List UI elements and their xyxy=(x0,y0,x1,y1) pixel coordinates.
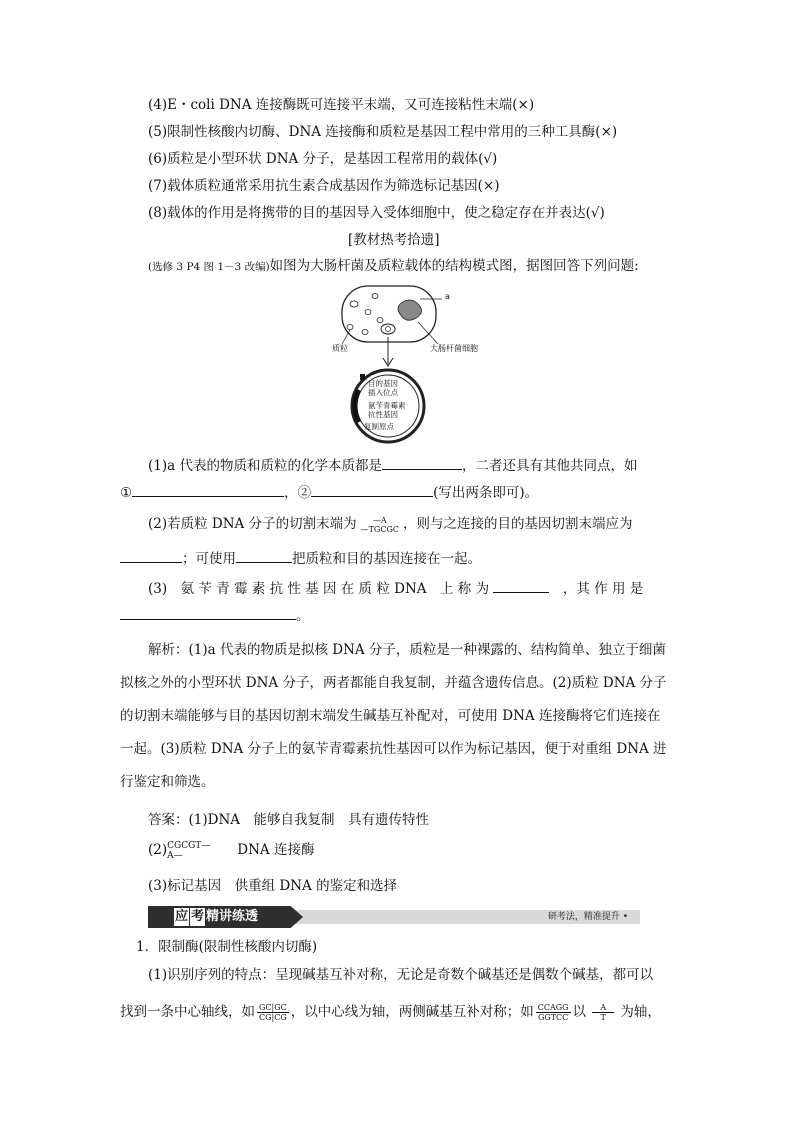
section-1-para-1: (1)识别序列的特点：呈现碱基互补对称，无论是奇数个碱基还是偶数个碱基，都可以 xyxy=(148,967,654,983)
q1-blank-3[interactable] xyxy=(311,482,433,497)
s1-seq-2 xyxy=(536,1003,571,1022)
figure-ecoli-plasmid xyxy=(320,282,520,452)
s1-text-c: 以 xyxy=(572,1004,587,1020)
ring-label-origin: 复制原点 xyxy=(364,422,394,431)
intro-source: (选修 3 P4 图 1－3 改编) xyxy=(148,261,270,273)
q1-circle-1: ① xyxy=(120,485,133,501)
banner-title xyxy=(174,908,258,926)
section-banner xyxy=(148,906,640,928)
ring-label-line: 插入位点 xyxy=(368,388,398,397)
q3-blank-1[interactable] xyxy=(493,578,549,593)
q3-blank-2[interactable] xyxy=(120,605,296,620)
section-1-para-2 xyxy=(120,1002,661,1022)
ring-label-line: 目的基因 xyxy=(368,379,398,388)
answer-2-text: DNA 连接酶 xyxy=(237,842,315,858)
section-1-heading: 1．限制酶(限制性核酸内切酶) xyxy=(136,939,318,955)
section-title: [教材热考拾遗] xyxy=(348,232,440,248)
q1-blank-1[interactable] xyxy=(382,455,462,470)
q1-blank-2[interactable] xyxy=(132,482,284,497)
intro-text: 如图为大肠杆菌及质粒载体的结构模式图，据图回答下列问题: xyxy=(269,258,639,274)
s1-axis-top: A xyxy=(592,1003,614,1013)
banner-box-2: 考 xyxy=(191,909,205,924)
label-ecoli: 大肠杆菌细胞 xyxy=(430,344,478,353)
q2-text-b: ，则与之连接的目的基因切割末端应为 xyxy=(402,516,633,532)
q2-text-a: (2)若质粒 DNA 分子的切割末端为 xyxy=(148,516,357,532)
s1-seq-1-bottom: CG|CG xyxy=(259,1013,287,1022)
q1-text-a: (1)a 代表的物质和质粒的化学本质都是 xyxy=(148,458,382,474)
q2-blank-1[interactable] xyxy=(120,548,182,563)
insertion-site-marker xyxy=(360,374,365,380)
label-a: a xyxy=(445,292,450,301)
s1-text-b: ，以中心线为轴，两侧碱基互补对称；如 xyxy=(290,1004,534,1020)
s1-axis-bottom: T xyxy=(600,1013,606,1022)
ring-label-line: 抗性基因 xyxy=(368,410,398,419)
s1-seq-1-top: GC|GC xyxy=(259,1003,287,1012)
analysis-line: 解析：(1)a 代表的物质是拟核 DNA 分子，质粒是一种裸露的、结构简单、独立于细菌 xyxy=(148,642,666,658)
analysis-line: 拟核之外的小型环状 DNA 分子，两者都能自我复制，并蕴含遗传信息。(2)质粒 DNA 分子 xyxy=(120,675,667,691)
statement-4: (4)E・coli DNA 连接酶既可连接平末端，又可连接粘性末端(×) xyxy=(148,97,535,113)
q2-end-top: —A xyxy=(372,515,387,525)
s1-seq-2-top: CCAGG xyxy=(537,1003,569,1012)
answer-2-prefix: (2) xyxy=(148,842,168,858)
q1-circle-2: ，② xyxy=(284,485,312,501)
statement-6: (6)质粒是小型环状 DNA 分子，是基因工程常用的载体(√) xyxy=(148,151,498,167)
ring-label-resistance xyxy=(368,401,406,419)
label-plasmid: 质粒 xyxy=(332,344,348,353)
question-3-line-1 xyxy=(148,578,643,599)
question-1-line-2 xyxy=(120,482,538,503)
analysis-line: 行鉴定和筛选。 xyxy=(120,774,215,790)
question-2-line-1 xyxy=(148,514,632,534)
question-3-line-2 xyxy=(120,605,310,626)
banner-box-1: 应 xyxy=(175,909,189,924)
question-1-line-1 xyxy=(148,455,637,476)
ring-label-target xyxy=(368,379,398,397)
q2-sticky-end xyxy=(359,516,401,534)
s1-text-d: 为轴， xyxy=(620,1004,661,1020)
figure-svg xyxy=(320,282,520,452)
q3-text-a: (3) 氨 苄 青 霉 素 抗 性 基 因 在 质 粒 DNA 上 称 为 xyxy=(148,581,490,597)
answer-sticky-end xyxy=(167,841,210,861)
banner-title-rest: 精讲练透 xyxy=(206,909,259,924)
q1-note: (写出两条即可)。 xyxy=(433,485,539,501)
answer-line-2 xyxy=(148,840,314,861)
q2-text-d: 把质粒和目的基因连接在一起。 xyxy=(292,551,481,567)
q2-blank-2[interactable] xyxy=(236,548,292,563)
answer-end-top: CGCGT— xyxy=(167,840,211,851)
ring-label-line: 氨苄青霉素 xyxy=(368,401,406,410)
s1-seq-2-bottom: GGTCC xyxy=(537,1013,569,1022)
s1-text-a: 找到一条中心轴线，如 xyxy=(120,1004,255,1020)
q1-text-b: ，二者还具有其他共同点，如 xyxy=(461,458,638,474)
s1-axis xyxy=(592,1003,614,1022)
q3-text-b: ，其 作 用 是 xyxy=(562,581,644,597)
answer-end-bottom: A— xyxy=(167,850,183,861)
question-2-line-2 xyxy=(120,548,481,569)
answer-line-1: 答案：(1)DNA 能够自我复制 具有遗传特性 xyxy=(148,812,430,828)
answer-line-3: (3)标记基因 供重组 DNA 的鉴定和选择 xyxy=(148,878,398,894)
analysis-line: 一起。(3)质粒 DNA 分子上的氨苄青霉素抗性基因可以作为标记基因，便于对重组 DNA 进 xyxy=(120,741,667,757)
statement-7: (7)载体质粒通常采用抗生素合成基因作为筛选标记基因(×) xyxy=(148,178,500,194)
banner-right-text: 研考法，精准提升 • xyxy=(547,912,628,922)
statement-8: (8)载体的作用是将携带的目的基因导入受体细胞中，使之稳定存在并表达(√) xyxy=(148,205,605,221)
statement-5: (5)限制性核酸内切酶、DNA 连接酶和质粒是基因工程中常用的三种工具酶(×) xyxy=(148,124,618,140)
intro-line xyxy=(148,256,639,277)
q2-text-c: ；可使用 xyxy=(182,551,236,567)
analysis-line: 的切割末端能够与目的基因切割末端发生碱基互补配对，可使用 DNA 连接酶将它们连接在 xyxy=(120,708,661,724)
s1-seq-1 xyxy=(257,1003,289,1022)
q3-end: 。 xyxy=(296,608,310,624)
q2-end-bottom: —TGCGC xyxy=(360,524,399,534)
